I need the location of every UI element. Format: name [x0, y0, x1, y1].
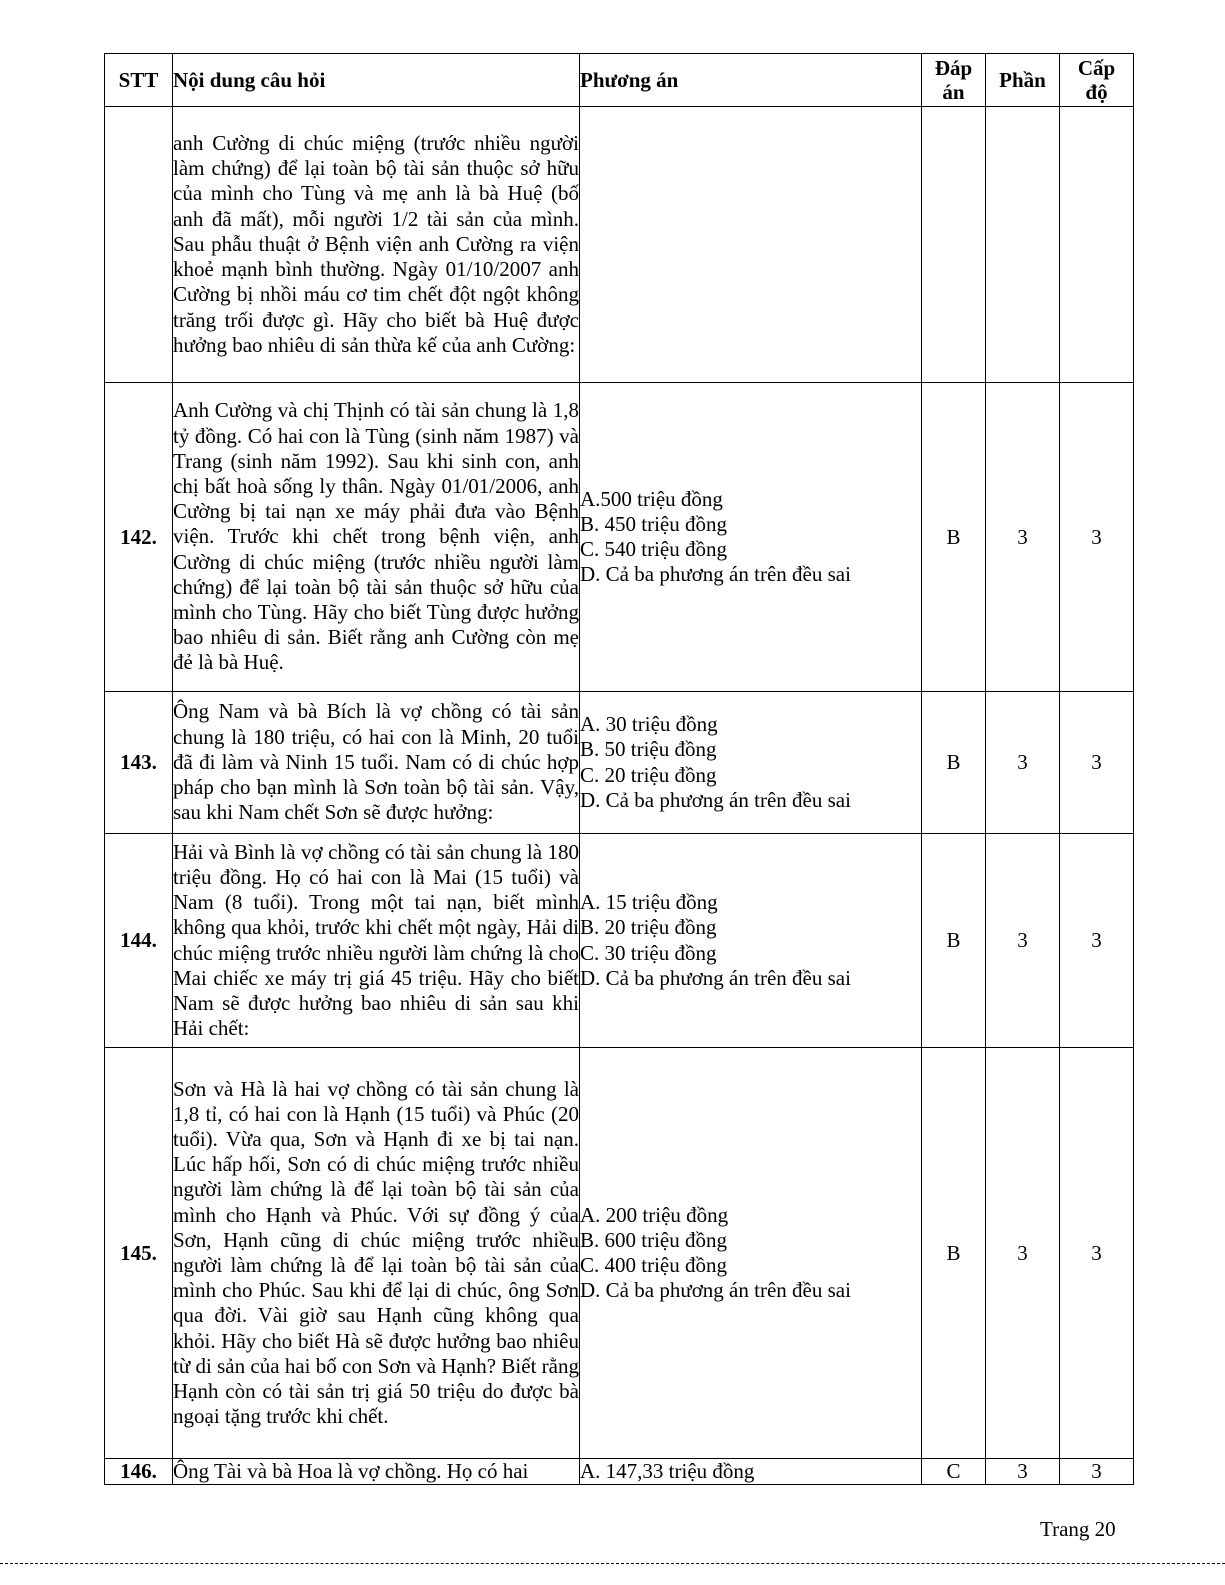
options-cell	[580, 107, 922, 383]
options-cell	[580, 1459, 922, 1485]
header-stt: STT	[105, 54, 173, 107]
option-a: A.500 triệu đồng	[580, 486, 723, 511]
header-level-line2: độ	[1085, 80, 1108, 104]
option-d: D. Cả ba phương án trên đều sai	[580, 787, 851, 812]
option-a: A. 15 triệu đồng	[580, 890, 718, 915]
level-cell: 3	[1060, 1459, 1134, 1485]
options-cell	[580, 1048, 922, 1459]
option-a: A. 147,33 triệu đồng	[580, 1459, 755, 1483]
option-d: D. Cả ba phương án trên đều sai	[580, 965, 851, 990]
table-row	[105, 107, 1134, 383]
table-row	[105, 383, 1134, 692]
question-table	[104, 53, 1134, 1485]
header-level-line1: Cấp	[1077, 56, 1116, 80]
option-b: B. 450 triệu đồng	[580, 511, 727, 536]
table-row	[105, 1459, 1134, 1485]
level-cell	[1060, 107, 1134, 383]
option-c: C. 540 triệu đồng	[580, 537, 727, 561]
row-stt: 144.	[105, 834, 173, 1048]
part-cell: 3	[986, 1048, 1060, 1459]
question-text: Sơn và Hà là hai vợ chồng có tài sản chung là 1,8 tỉ, có hai con là Hạnh (15 tuổi) và Phúc (20 tuổi). Vừa qua, Sơn và Hạnh đi xe bị tai nạn. Lúc hấp hối, Sơn có di chúc miệng trước nhiều người làm chứng là để lại toàn bộ tài sản của mình cho Hạnh và Phúc. Với sự đồng ý của Sơn, Hạnh cũng di chúc miệng trước nhiều người làm chứng là để lại toàn bộ tài sản của mình cho Phúc. Sau khi để lại di chúc, ông Sơn qua đời. Vài giờ sau Hạnh cũng không qua khỏi. Hãy cho biết Hà sẽ được hưởng bao nhiêu từ di sản của hai bố con Sơn và Hạnh? Biết rằng Hạnh còn có tài sản trị giá 50 triệu do được bà ngoại tặng trước khi chết.	[173, 1048, 580, 1459]
option-c: C. 30 triệu đồng	[580, 940, 717, 965]
row-stt: 145.	[105, 1048, 173, 1459]
option-d: D. Cả ba phương án trên đều sai	[580, 562, 851, 587]
question-text: Anh Cường và chị Thịnh có tài sản chung là 1,8 tỷ đồng. Có hai con là Tùng (sinh năm 1987) và Trang (sinh năm 1992). Sau khi sinh con, anh chị bất hoà sống ly thân. Ngày 01/01/2006, anh Cường bị tai nạn xe máy phải đưa vào Bệnh viện. Trước khi chết trong bệnh viện, anh Cường di chúc miệng (trước nhiều người làm chứng) để lại toàn bộ tài sản thuộc sở hữu của mình cho Tùng. Hãy cho biết Tùng được hưởng bao nhiêu di sản. Biết rằng anh Cường còn mẹ đẻ là bà Huệ.	[173, 383, 580, 692]
option-c: C. 400 triệu đồng	[580, 1253, 727, 1277]
table-row	[105, 692, 1134, 834]
header-options: Phương án	[580, 54, 922, 107]
option-c: C. 20 triệu đồng	[580, 762, 717, 787]
question-text: anh Cường di chúc miệng (trước nhiều người làm chứng) để lại toàn bộ tài sản thuộc sở hữu của mình cho Tùng và mẹ anh là bà Huệ (bố anh đã mất), mỗi người 1/2 tài sản của mình. Sau phẫu thuật ở Bệnh viện anh Cường ra viện khoẻ mạnh bình thường. Ngày 01/10/2007 anh Cường bị nhồi máu cơ tim chết đột ngột không trăng trối được gì. Hãy cho biết bà Huệ được hưởng bao nhiêu di sản thừa kế của anh Cường:	[173, 107, 580, 383]
option-a: A. 200 triệu đồng	[580, 1202, 729, 1227]
option-b: B. 600 triệu đồng	[580, 1227, 727, 1252]
options-cell	[580, 834, 922, 1048]
header-answer-line2: án	[942, 80, 965, 104]
header-content: Nội dung câu hỏi	[173, 54, 580, 107]
part-cell: 3	[986, 383, 1060, 692]
option-b: B. 50 triệu đồng	[580, 737, 717, 762]
part-cell: 3	[986, 834, 1060, 1048]
option-b: B. 20 triệu đồng	[580, 915, 717, 940]
options-cell	[580, 692, 922, 834]
header-level	[1060, 54, 1134, 107]
answer-cell	[922, 107, 986, 383]
row-stt: 146.	[105, 1459, 173, 1485]
part-cell: 3	[986, 1459, 1060, 1485]
option-a: A. 30 triệu đồng	[580, 712, 718, 737]
header-answer-line1: Đáp	[934, 56, 973, 80]
page-number: Trang 20	[1040, 1517, 1116, 1541]
question-text: Ông Tài và bà Hoa là vợ chồng. Họ có hai	[173, 1459, 580, 1485]
level-cell: 3	[1060, 1048, 1134, 1459]
level-cell: 3	[1060, 383, 1134, 692]
header-answer	[922, 54, 986, 107]
answer-cell: B	[922, 834, 986, 1048]
row-stt: 143.	[105, 692, 173, 834]
answer-cell: C	[922, 1459, 986, 1485]
level-cell: 3	[1060, 692, 1134, 834]
option-d: D. Cả ba phương án trên đều sai	[580, 1278, 851, 1303]
part-cell: 3	[986, 692, 1060, 834]
level-cell: 3	[1060, 834, 1134, 1048]
answer-cell: B	[922, 692, 986, 834]
header-row	[105, 54, 1134, 107]
row-stt	[105, 107, 173, 383]
header-part: Phần	[986, 54, 1060, 107]
question-text: Ông Nam và bà Bích là vợ chồng có tài sản chung là 180 triệu, có hai con là Minh, 20 tuổi đã đi làm và Ninh 15 tuổi. Nam có di chúc hợp pháp cho bạn mình là Sơn toàn bộ tài sản. Vậy, sau khi Nam chết Sơn sẽ được hưởng:	[173, 692, 580, 834]
question-text: Hải và Bình là vợ chồng có tài sản chung là 180 triệu đồng. Họ có hai con là Mai (15 tuổi) và Nam (8 tuổi). Trong một tai nạn, biết mình không qua khỏi, trước khi chết một ngày, Hải di chúc miệng trước nhiều người làm chứng là cho Mai chiếc xe máy trị giá 45 triệu. Hãy cho biết Nam sẽ được hưởng bao nhiêu di sản sau khi Hải chết:	[173, 834, 580, 1048]
table-row	[105, 834, 1134, 1048]
part-cell	[986, 107, 1060, 383]
row-stt: 142.	[105, 383, 173, 692]
table-row	[105, 1048, 1134, 1459]
answer-cell: B	[922, 383, 986, 692]
options-cell	[580, 383, 922, 692]
page-bottom-divider	[0, 1563, 1225, 1564]
answer-cell: B	[922, 1048, 986, 1459]
